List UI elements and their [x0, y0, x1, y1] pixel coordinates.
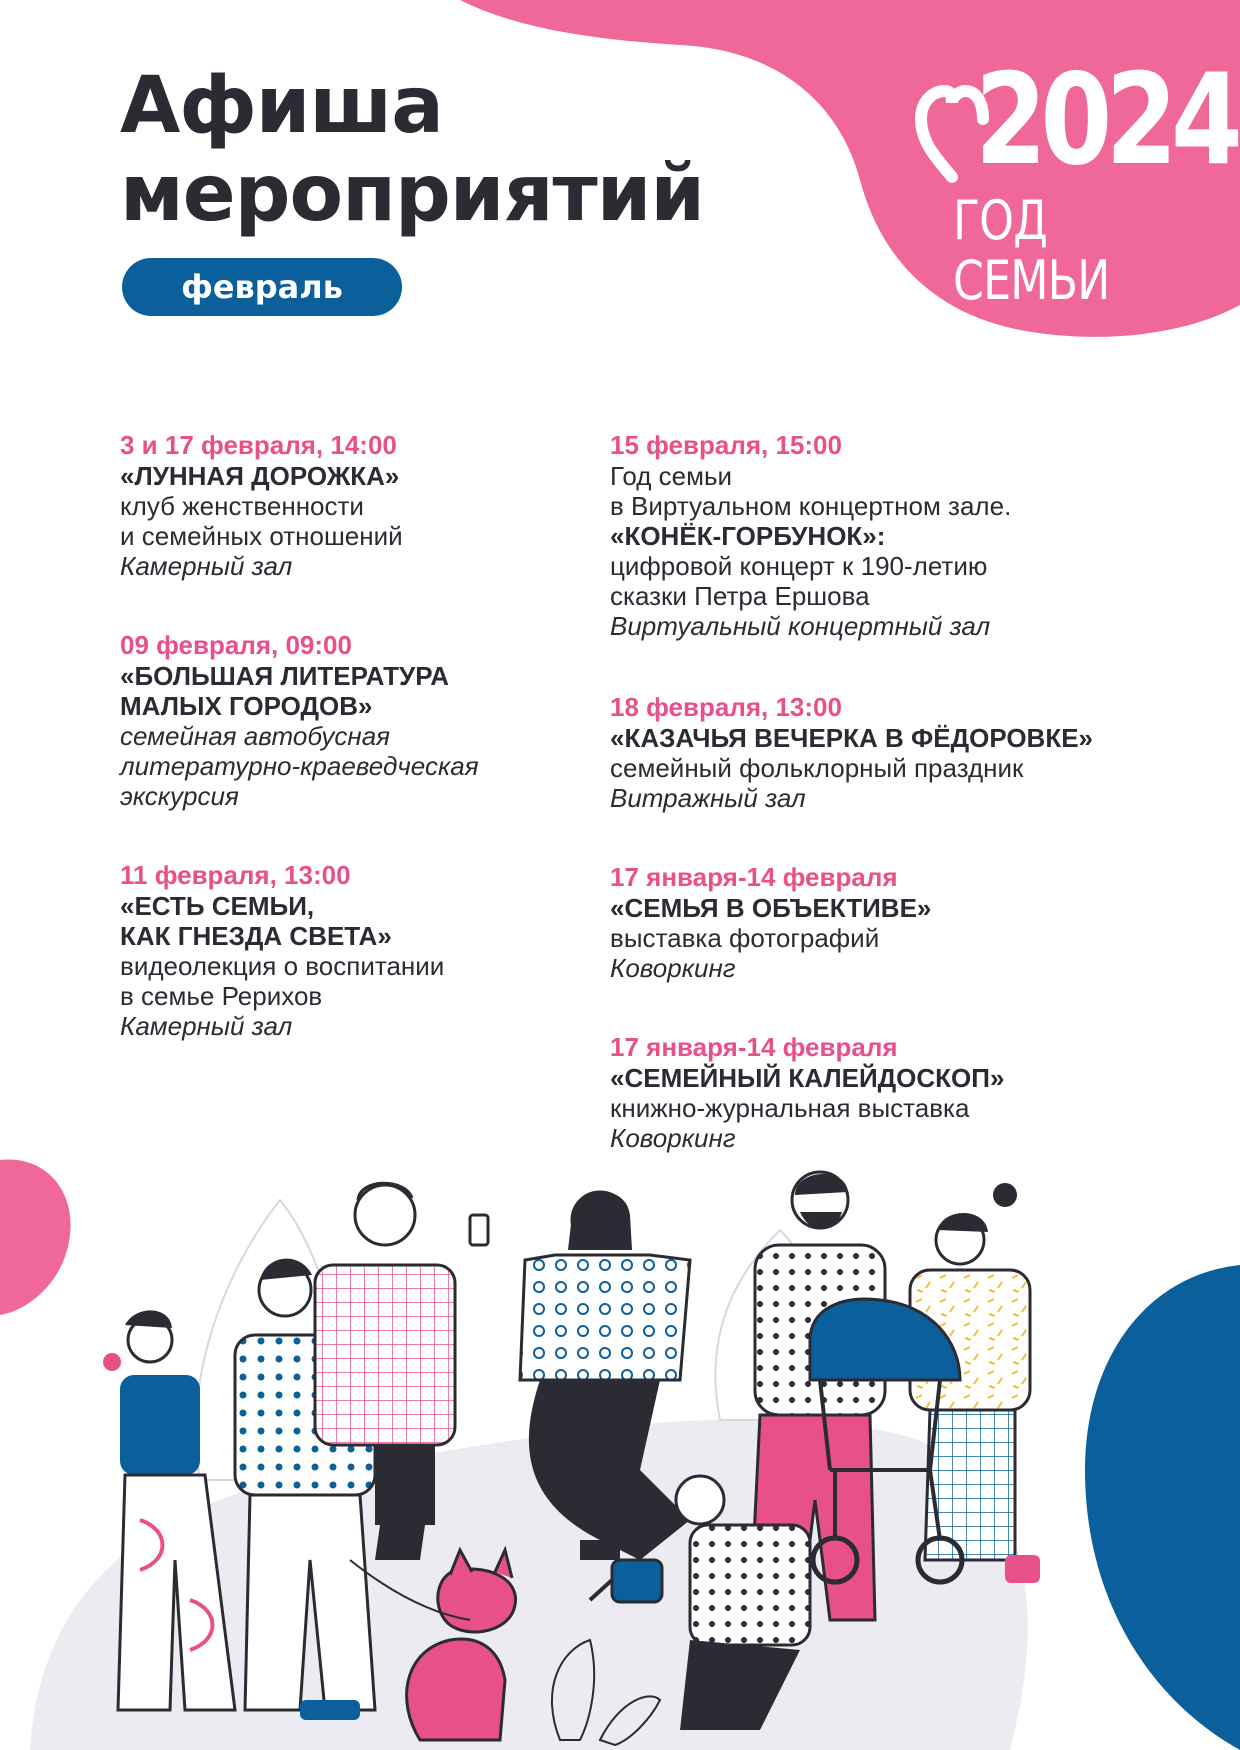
- month-badge: [122, 258, 402, 316]
- event-description: выставка фотографий: [610, 923, 880, 953]
- event-place: Камерный зал: [120, 1011, 293, 1041]
- event-place: Камерный зал: [120, 551, 293, 581]
- event-card: [610, 692, 1210, 813]
- event-title: «КАЗАЧЬЯ ВЕЧЕРКА В ФЁДОРОВКЕ»: [610, 723, 1094, 753]
- event-card: [610, 430, 1210, 641]
- event-title: «КОНЁК-ГОРБУНОК»:: [610, 521, 886, 551]
- event-place: Виртуальный концертный зал: [610, 611, 991, 641]
- event-title: «ЛУННАЯ ДОРОЖКА»: [120, 461, 400, 491]
- event-title: «СЕМЕЙНЫЙ КАЛЕЙДОСКОП»: [610, 1063, 1005, 1093]
- page-title: [120, 62, 704, 238]
- event-description: книжно-журнальная выставка: [610, 1093, 970, 1123]
- event-card: [610, 1032, 1210, 1153]
- event-date: 11 февраля, 13:00: [120, 860, 351, 890]
- event-description: экскурсия: [120, 781, 239, 811]
- event-date: 17 января-14 февраля: [610, 1032, 898, 1062]
- event-date: 15 февраля, 15:00: [610, 430, 842, 460]
- event-date: 3 и 17 февраля, 14:00: [120, 430, 397, 460]
- event-date: 09 февраля, 09:00: [120, 630, 352, 660]
- event-description: и семейных отношений: [120, 521, 403, 551]
- badge-subtitle: ГОД СЕМЬИ: [953, 189, 1110, 312]
- event-place: Коворкинг: [610, 1123, 736, 1153]
- event-title: «ЕСТЬ СЕМЬИ, КАК ГНЕЗДА СВЕТА»: [120, 891, 392, 951]
- event-description: видеолекция о воспитании: [120, 951, 445, 981]
- event-date: 18 февраля, 13:00: [610, 692, 842, 722]
- event-place: Витражный зал: [610, 783, 806, 813]
- event-card: [610, 862, 1210, 983]
- badge-year: 2024: [975, 46, 1237, 193]
- event-description: в семье Рерихов: [120, 981, 323, 1011]
- event-description: цифровой концерт к 190-летию: [610, 551, 988, 581]
- event-description: литературно-краеведческая: [120, 751, 479, 781]
- event-date: 17 января-14 февраля: [610, 862, 898, 892]
- event-description: клуб женственности: [120, 491, 364, 521]
- event-place: Коворкинг: [610, 953, 736, 983]
- year-of-family-logo: [915, 46, 1237, 312]
- event-description: семейный фольклорный праздник: [610, 753, 1024, 783]
- event-description: семейная автобусная: [120, 721, 391, 751]
- event-title: «СЕМЬЯ В ОБЪЕКТИВЕ»: [610, 893, 932, 923]
- event-title: «БОЛЬШАЯ ЛИТЕРАТУРА МАЛЫХ ГОРОДОВ»: [120, 661, 450, 721]
- event-description: сказки Петра Ершова: [610, 581, 870, 611]
- event-intro: в Виртуальном концертном зале.: [610, 491, 1012, 521]
- title-line-1: Афиша: [120, 61, 443, 151]
- title-line-2: мероприятий: [120, 149, 705, 239]
- event-intro: Год семьи: [610, 461, 733, 491]
- family-group-illustration: [0, 1150, 1240, 1750]
- month-label: февраль: [181, 268, 343, 306]
